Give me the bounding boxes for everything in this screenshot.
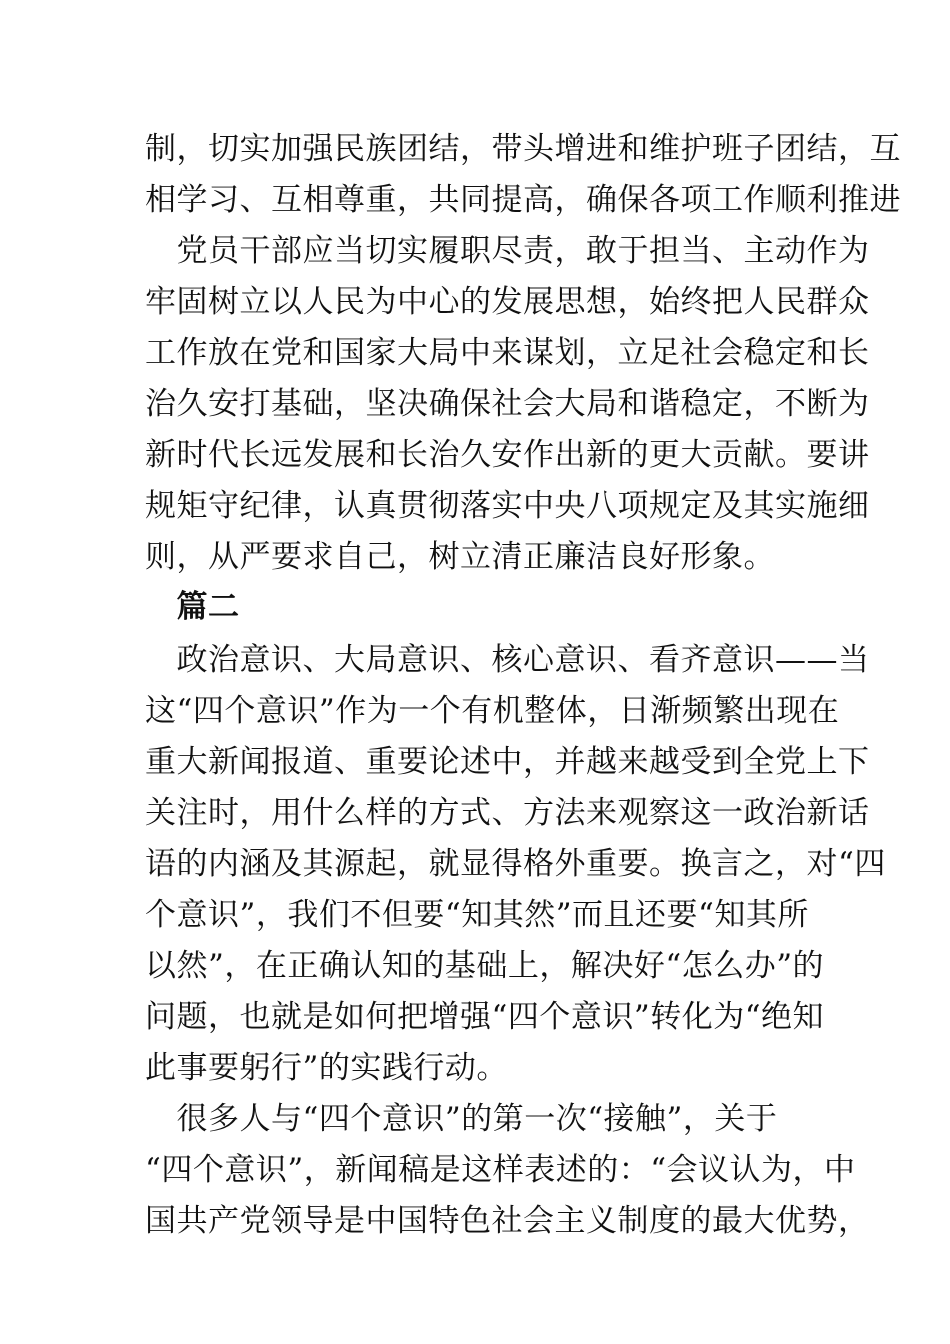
text-line: 国共产党领导是中国特色社会主义制度的最大优势， — [145, 1203, 870, 1239]
text-line: 问题，也就是如何把增强“四个意识”转化为“绝知 — [145, 999, 825, 1035]
text-line: 以然”，在正确认知的基础上，解决好“怎么办”的 — [145, 948, 825, 984]
text-line: 新时代长远发展和长治久安作出新的更大贡献。要讲 — [145, 437, 870, 473]
text-line: 制，切实加强民族团结，带头增进和维护班子团结，互 — [145, 131, 901, 167]
text-line: 个意识”，我们不但要“知其然”而且还要“知其所 — [145, 897, 809, 933]
text-line: 政治意识、大局意识、核心意识、看齐意识——当 — [145, 642, 870, 678]
text-line: 工作放在党和国家大局中来谋划，立足社会稳定和长 — [145, 335, 870, 371]
text-line: 语的内涵及其源起，就显得格外重要。换言之，对“四 — [145, 846, 886, 882]
text-line: 很多人与“四个意识”的第一次“接触”，关于 — [145, 1101, 778, 1137]
section-heading: 篇二 — [145, 589, 240, 625]
text-line: 则，从严要求自己，树立清正廉洁良好形象。 — [145, 539, 775, 575]
text-line: 治久安打基础，坚决确保社会大局和谐稳定，不断为 — [145, 386, 870, 422]
text-line: 牢固树立以人民为中心的发展思想，始终把人民群众 — [145, 284, 870, 320]
text-line: 相学习、互相尊重，共同提高，确保各项工作顺利推进 — [145, 182, 901, 218]
text-line: 关注时，用什么样的方式、方法来观察这一政治新话 — [145, 795, 870, 831]
text-line: 此事要躬行”的实践行动。 — [145, 1050, 508, 1086]
text-line: 规矩守纪律，认真贯彻落实中央八项规定及其实施细 — [145, 488, 870, 524]
text-line: 重大新闻报道、重要论述中，并越来越受到全党上下 — [145, 744, 870, 780]
text-line: “四个意识”，新闻稿是这样表述的：“会议认为，中 — [145, 1152, 856, 1188]
text-line: 党员干部应当切实履职尽责，敢于担当、主动作为 — [145, 233, 870, 269]
text-line: 这“四个意识”作为一个有机整体，日渐频繁出现在 — [145, 693, 840, 729]
